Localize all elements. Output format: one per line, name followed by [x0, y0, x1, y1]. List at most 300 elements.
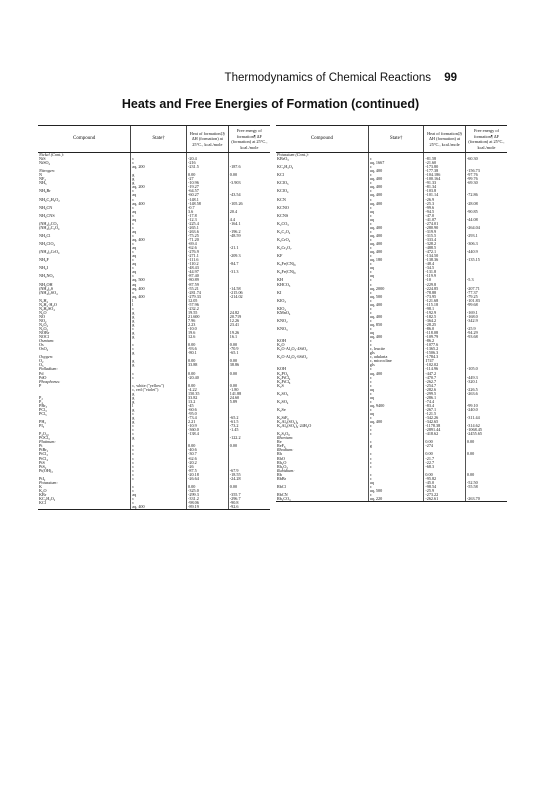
state-header: State†	[368, 126, 423, 153]
heat-value-cell: -488.5	[424, 246, 466, 250]
state-cell: c	[131, 501, 187, 505]
state-cell: c	[368, 384, 423, 388]
heat-value-cell: -20.40	[186, 376, 228, 380]
state-cell: c	[131, 473, 187, 477]
heat-value-cell: -299.3	[186, 493, 228, 497]
free-energy-value-cell: -169.1	[465, 311, 507, 315]
compound-cell: O₂	[39, 359, 44, 364]
state-cell: aq, 400	[368, 315, 423, 319]
heat-value-cell: -89.19	[186, 505, 228, 510]
free-energy-value-cell: -311.44	[465, 416, 507, 420]
compound-cell: KCl	[39, 501, 46, 506]
compound-cell: Rh₂O	[277, 460, 287, 465]
state-cell: aq, 220	[368, 497, 423, 502]
heat-value-cell: 21.600	[186, 315, 228, 319]
state-cell: g	[131, 351, 187, 355]
state-cell: aq	[368, 210, 423, 214]
heat-value-cell: -282.6	[424, 388, 466, 392]
free-energy-value-cell: 0.00	[228, 173, 270, 177]
compound-cell: N₂H₄·H₂O	[39, 302, 57, 307]
state-cell: g	[131, 420, 187, 424]
state-cell: c	[368, 327, 423, 331]
state-cell: c	[368, 181, 423, 185]
state-cell: aq, 180	[368, 258, 423, 262]
heat-value-cell: -470.7	[424, 376, 466, 380]
free-energy-value-cell: 0.00	[465, 452, 507, 456]
compound-cell: Nickel (Cont.):	[39, 152, 65, 157]
state-cell: c	[368, 440, 423, 444]
heat-value-cell: -64.57	[186, 189, 228, 193]
state-cell: c	[368, 424, 423, 428]
state-cell: aq, 400	[368, 185, 423, 189]
state-cell: g	[131, 181, 187, 185]
compound-cell: N₂O₅	[39, 327, 48, 332]
heat-value-cell: -111.6	[186, 258, 228, 262]
state-cell: aq, 400	[368, 335, 423, 339]
state-cell: c	[368, 493, 423, 497]
heat-value-cell: -342.65	[424, 420, 466, 424]
compound-cell: K₂CO₃	[277, 221, 289, 226]
state-cell: g	[131, 436, 187, 440]
heat-value-cell: -44.97	[186, 270, 228, 274]
state-cell: l	[131, 303, 187, 307]
free-energy-value-cell: 20.719	[228, 315, 270, 319]
free-energy-value-cell: -55.58	[465, 485, 507, 489]
compound-cell: P	[39, 383, 42, 388]
compound-cell: NH₄NO₃	[39, 274, 55, 279]
compound-cell: P₄	[39, 399, 43, 404]
heat-value-cell: -69.4	[186, 242, 228, 246]
free-energy-value-cell: -43.54	[228, 193, 270, 197]
state-cell: c, microcline	[368, 359, 423, 363]
state-cell: c	[368, 278, 423, 282]
free-energy-value-cell: 12.26	[228, 319, 270, 323]
heat-value-cell: -93.6	[186, 347, 228, 351]
heat-value-cell: 0.00	[186, 372, 228, 376]
state-cell: aq	[131, 283, 187, 287]
free-energy-value-cell: -105.26	[228, 202, 270, 206]
compound-cell: K₄Fe(CN)₆	[277, 270, 296, 275]
state-cell: l	[131, 299, 187, 303]
heat-value-cell: -68.3	[424, 465, 466, 469]
state-cell: g	[131, 400, 187, 404]
free-energy-value-cell: -94.29	[465, 331, 507, 335]
state-cell: c, leucite	[368, 347, 423, 351]
state-cell: aq, 500	[368, 295, 423, 299]
compound-cell: K₂SiF₆	[277, 416, 289, 421]
free-energy-value-cell: -207.71	[465, 287, 507, 291]
compound-cell: PI₃	[39, 424, 45, 429]
compound-cell: KCNO	[277, 205, 289, 210]
heat-value-cell: -48.43	[186, 266, 228, 270]
heat-value-cell: 0.00	[186, 343, 228, 347]
heat-value-cell: -73.4	[186, 416, 228, 420]
free-energy-value-cell: -449.3	[465, 376, 507, 380]
state-cell: aq	[368, 396, 423, 400]
heat-value-cell: -447.2	[424, 372, 466, 376]
heat-value-cell: -192.9	[424, 311, 466, 315]
compound-cell: NH₃	[39, 181, 47, 186]
state-cell: aq, 400	[368, 372, 423, 376]
compound-cell: NO	[39, 314, 46, 319]
compound-cell: PCl₃	[39, 407, 47, 412]
heat-value-cell: -41.07	[424, 218, 466, 222]
free-energy-value-cell: 5.89	[228, 400, 270, 404]
page-title: Heats and Free Energies of Formation (continued)	[121, 97, 420, 111]
free-energy-value-cell: 0.00	[228, 372, 270, 376]
compound-cell: KMnO₄	[277, 310, 291, 315]
compound-cell: K₂C₂O₄	[277, 229, 291, 234]
state-cell: c	[368, 473, 423, 477]
page-number: 99	[444, 72, 457, 84]
compound-cell: (NH₄)₂CO₃	[39, 221, 59, 226]
compound-cell: RbBr	[277, 476, 287, 481]
state-cell: c	[131, 497, 187, 501]
state-cell: c	[131, 412, 187, 416]
state-cell: aq, 2000	[368, 287, 423, 291]
compound-cell: KBrO₃	[277, 157, 289, 162]
compound-cell: K₂PtCl₆	[277, 379, 291, 384]
heat-value-cell: 0.00	[186, 384, 228, 388]
compound-cell: N₂H₆SO₄	[39, 306, 55, 311]
compound-cell: KOH	[277, 367, 287, 372]
compound-cell: KClO₃	[277, 181, 289, 186]
heat-value-cell: -271.1	[186, 254, 228, 258]
free-energy-value-cell: 0.00	[228, 384, 270, 388]
compound-cell: Pt	[39, 444, 43, 449]
state-cell: c	[131, 469, 187, 473]
free-energy-value-cell: -164.1	[228, 222, 270, 226]
free-energy-value-cell: -99.76	[465, 177, 507, 181]
free-energy-value-cell: 38.86	[228, 363, 270, 367]
state-cell: c	[131, 489, 187, 493]
heat-value-cell: -173.80	[424, 165, 466, 169]
state-cell: c	[368, 311, 423, 315]
free-energy-value-cell: -135.15	[465, 258, 507, 262]
heat-value-cell: -274.01	[424, 222, 466, 226]
compound-cell: Rb₂CO₃	[276, 497, 368, 502]
heat-value-cell: -254.7	[424, 384, 466, 388]
free-energy-value-cell: -24.28	[228, 477, 270, 481]
state-cell: c	[131, 347, 187, 351]
heat-value-cell: -229.8	[424, 283, 466, 287]
free-energy-value-cell: 23.41	[228, 323, 270, 327]
state-cell: c	[368, 380, 423, 384]
heat-value-cell: -262.7	[424, 380, 466, 384]
free-energy-value-cell: -122.2	[228, 436, 270, 440]
heat-value-cell: -328.2	[424, 242, 466, 246]
heat-value-cell: -331.2	[186, 497, 228, 501]
state-cell: c	[368, 465, 423, 469]
compound-cell: KHCO₃	[277, 282, 291, 287]
compound-cell: (NH₄)₂S	[39, 286, 54, 291]
heat-value-cell: 12.6	[186, 335, 228, 339]
heat-value-cell: -148.58	[186, 202, 228, 206]
state-cell: g	[131, 392, 187, 396]
free-energy-value-cell: 0.00	[465, 473, 507, 477]
heat-value-cell: 19.6	[186, 331, 228, 335]
free-energy-value-cell: -77.37	[465, 291, 507, 295]
compound-cell: PdO	[39, 375, 47, 380]
free-energy-value-cell: -84.7	[228, 262, 270, 266]
compound-cell: Oxygen:	[39, 355, 54, 360]
free-energy-value-cell: 24.60	[228, 396, 270, 400]
right-table-body	[276, 153, 507, 502]
compound-cell: Rh	[277, 452, 282, 457]
state-cell: aq, 400	[131, 295, 187, 299]
free-energy-value-cell: -1.80	[228, 388, 270, 392]
state-cell: c	[368, 198, 423, 202]
state-cell: c, red ("violet")	[131, 388, 187, 392]
compound-cell: K₂PO₄	[277, 371, 289, 376]
compound-cell: KIO₄	[277, 306, 286, 311]
free-energy-value-cell: -263.70	[465, 497, 507, 502]
heat-value-cell: -2891.44	[424, 428, 466, 432]
heat-value-cell: 3.6	[186, 210, 228, 214]
free-energy-value-cell: -1.45	[228, 428, 270, 432]
heat-value-cell: -20.2	[186, 461, 228, 465]
heat-header: Heat of formation‡§ ΔH (formation) at 25°C., kcal./mole	[424, 126, 466, 153]
heat-value-cell: -10.0	[186, 327, 228, 331]
state-cell: aq	[368, 412, 423, 416]
heat-value-cell: -60.27	[186, 193, 228, 197]
state-cell: c	[131, 274, 187, 278]
heat-value-cell: -17.8	[186, 214, 228, 218]
free-energy-value-cell: -67.9	[228, 469, 270, 473]
heat-value-cell: -109.79	[424, 335, 466, 339]
heat-value-cell: -71.20	[186, 238, 228, 242]
free-energy-value-cell: -5.3	[465, 278, 507, 282]
heat-value-cell: -21.60	[424, 161, 466, 165]
state-cell: aq	[131, 270, 187, 274]
heat-value-cell: -232.2	[186, 307, 228, 311]
state-cell: c	[368, 214, 423, 218]
heat-value-cell: -333.4	[424, 238, 466, 242]
free-energy-value-cell: -342.9	[465, 319, 507, 323]
heat-value-cell: 1747	[424, 359, 466, 363]
heat-value-cell: -20.18	[186, 473, 228, 477]
compound-cell: O₃	[39, 363, 44, 368]
heat-value-cell: -83.4	[424, 404, 466, 408]
heat-value-cell: -1784.3	[424, 355, 466, 359]
state-cell: l	[131, 404, 187, 408]
state-cell: c	[368, 238, 423, 242]
state-cell: c	[368, 307, 423, 311]
state-cell: c	[368, 230, 423, 234]
compound-cell: POCl₃	[39, 436, 50, 441]
state-cell: c	[368, 165, 423, 169]
compound-cell: Potassium (Cont.):	[277, 152, 309, 157]
compound-cell: KCl	[277, 173, 284, 178]
compound-cell	[38, 505, 131, 510]
heat-value-cell: 33.82	[186, 396, 228, 400]
free-energy-value-cell: 19.26	[228, 331, 270, 335]
state-cell: aq, 400	[368, 303, 423, 307]
heat-value-cell: -100.164	[424, 177, 466, 181]
compound-cell: N	[39, 173, 43, 178]
heat-value-cell: 33.88	[186, 363, 228, 367]
state-header: State†	[131, 126, 187, 153]
heat-value-cell: -45.0	[424, 481, 466, 485]
state-cell: aq, 400	[368, 177, 423, 181]
state-cell: aq, 400	[368, 193, 423, 197]
compound-cell: Nitrogen:	[39, 169, 56, 174]
heat-value-cell: -10	[424, 278, 466, 282]
compound-cell: KF	[277, 254, 283, 259]
running-head	[0, 72, 541, 88]
compound-cell: K₂O	[39, 488, 47, 493]
state-cell: c	[131, 428, 187, 432]
heat-value-cell: -280.90	[424, 226, 466, 230]
heat-value-cell: -263.6	[186, 230, 228, 234]
heat-value-cell: -118.08	[424, 331, 466, 335]
state-cell: c, adularia	[368, 355, 423, 359]
state-cell: aq	[131, 230, 187, 234]
heat-value-cell: -20.4	[186, 157, 228, 161]
heat-value-cell: -62.6	[186, 457, 228, 461]
heat-value-cell: -47.0	[424, 214, 466, 218]
heat-value-cell: -26	[186, 465, 228, 469]
right-table	[276, 125, 507, 502]
free-energy-value-cell: -65.2	[228, 416, 270, 420]
heat-value-cell: -138.36	[424, 258, 466, 262]
heat-value-cell: -62.6	[186, 246, 228, 250]
free-energy-value-cell: -92.6	[228, 505, 270, 510]
free-energy-value-cell: -52.50	[465, 481, 507, 485]
heat-value-cell: -177.38	[424, 169, 466, 173]
heat-value-cell: -45	[186, 404, 228, 408]
compound-cell: NOBr	[39, 331, 50, 336]
state-cell: c	[368, 376, 423, 380]
compound-cell: K₂Cr₂O₇	[277, 246, 292, 251]
free-energy-value-cell: -90.8	[228, 501, 270, 505]
heat-value-cell: -86.0	[424, 327, 466, 331]
table-row	[276, 497, 507, 502]
compound-cell: K₃Fe(CN)₆	[277, 262, 296, 267]
compound-cell: NF₃	[39, 177, 46, 182]
heat-value-cell: 2.21	[186, 420, 228, 424]
state-cell: c, white ("yellow")	[131, 384, 187, 388]
free-energy-value-cell: -306.3	[465, 242, 507, 246]
state-cell: c	[131, 372, 187, 376]
compound-cell: Rubidium:	[277, 468, 295, 473]
heat-value-cell: 2.23	[186, 323, 228, 327]
compound-cell: N₂O₄	[39, 322, 48, 327]
free-energy-value-cell: -90.85	[465, 210, 507, 214]
compound-cell: Rb	[277, 472, 282, 477]
heat-value-cell: -78.88	[424, 291, 466, 295]
state-cell: g	[131, 363, 187, 367]
state-cell: c	[131, 452, 187, 456]
heat-value-cell: 7.96	[186, 319, 228, 323]
free-energy-value-cell: 4.4	[228, 218, 270, 222]
compound-cell: NH₄ClO₄	[39, 242, 55, 247]
heat-value-cell: -231.5	[186, 165, 228, 169]
state-cell: g	[131, 408, 187, 412]
free-energy-value-cell: -48.59	[228, 234, 270, 238]
state-cell: c	[368, 283, 423, 287]
compound-cell: (NH₄)₂CrO₄	[39, 250, 60, 255]
free-energy-value-cell: -73.2	[228, 424, 270, 428]
state-cell: c	[131, 477, 187, 481]
state-cell: c	[368, 291, 423, 295]
free-energy-value-cell: -44.08	[465, 218, 507, 222]
heat-value-cell: -364.2	[424, 319, 466, 323]
compound-cell: PtBr₂	[39, 448, 49, 453]
compound-cell: ReF₆	[277, 444, 286, 449]
state-cell: c	[131, 258, 187, 262]
free-energy-value-cell: -2455.65	[465, 432, 507, 436]
heat-value-cell: -104.186	[424, 173, 466, 177]
free-energy-value-cell: -3.903	[228, 181, 270, 185]
state-cell: c	[131, 157, 187, 161]
free-energy-value-cell: -1068.45	[465, 428, 507, 432]
free-energy-value-cell: -28.08	[465, 202, 507, 206]
heat-value-cell: -30.7	[186, 452, 228, 456]
compound-header: Compound	[38, 126, 131, 153]
heat-value-cell: -55.21	[186, 287, 228, 291]
free-energy-value-cell: -293.1	[465, 234, 507, 238]
heat-value-cell: -80.1	[186, 351, 228, 355]
heat-value-cell: 0.00	[424, 452, 466, 456]
compound-cell: KC₂H₃O₂	[277, 165, 294, 170]
free-energy-header: Free energy of formation¶ ΔF (formation) at 25°C., kcal./mole	[465, 126, 507, 153]
state-cell: c	[368, 477, 423, 481]
state-cell: c	[368, 319, 423, 323]
state-cell: aq, 400	[131, 202, 187, 206]
state-cell: c	[368, 428, 423, 432]
state-cell: c	[131, 189, 187, 193]
compound-cell: K	[39, 484, 43, 489]
heat-value-cell: -86.2	[424, 339, 466, 343]
free-energy-value-cell: 16.1	[228, 335, 270, 339]
state-cell: g	[368, 444, 423, 448]
heat-value-cell: -267.1	[424, 408, 466, 412]
state-cell: aq	[131, 493, 187, 497]
heat-value-cell: -472.1	[424, 250, 466, 254]
compound-cell: KNO₃	[277, 327, 288, 332]
compound-cell: (NH₄)₂SO₄	[39, 290, 58, 295]
compound-cell: NH₄CNS	[39, 213, 55, 218]
compound-cell: K₂Se	[277, 407, 286, 412]
compound-cell: KBr	[39, 492, 47, 497]
free-energy-value-cell: -72.86	[465, 193, 507, 197]
running-title: Thermodynamics of Chemical Reactions	[224, 72, 431, 84]
state-cell: aq	[368, 481, 423, 485]
state-cell: c	[368, 408, 423, 412]
heat-value-cell: -26.9	[424, 198, 466, 202]
state-cell: c	[368, 485, 423, 489]
heat-value-cell: -224.85	[424, 287, 466, 291]
state-cell: aq, 850	[368, 323, 423, 327]
state-cell: g	[131, 335, 187, 339]
state-cell: c	[368, 189, 423, 193]
state-cell: c	[131, 448, 187, 452]
heat-value-cell: -101.14	[424, 193, 466, 197]
compound-cell: Phosphorus:	[39, 379, 61, 384]
compound-cell: NH₄Cl	[39, 233, 51, 238]
state-cell: aq	[368, 266, 423, 270]
state-cell: aq, 9400	[368, 404, 423, 408]
free-energy-value-cell: 24.82	[228, 311, 270, 315]
state-cell: c	[368, 343, 423, 347]
compound-cell: NH₄F	[39, 258, 49, 263]
heat-value-cell: -319.9	[424, 230, 466, 234]
heat-value-cell: 13.2	[186, 400, 228, 404]
free-energy-value-cell: 0.00	[228, 359, 270, 363]
right-table-panel	[276, 125, 507, 790]
state-cell: aq	[368, 388, 423, 392]
